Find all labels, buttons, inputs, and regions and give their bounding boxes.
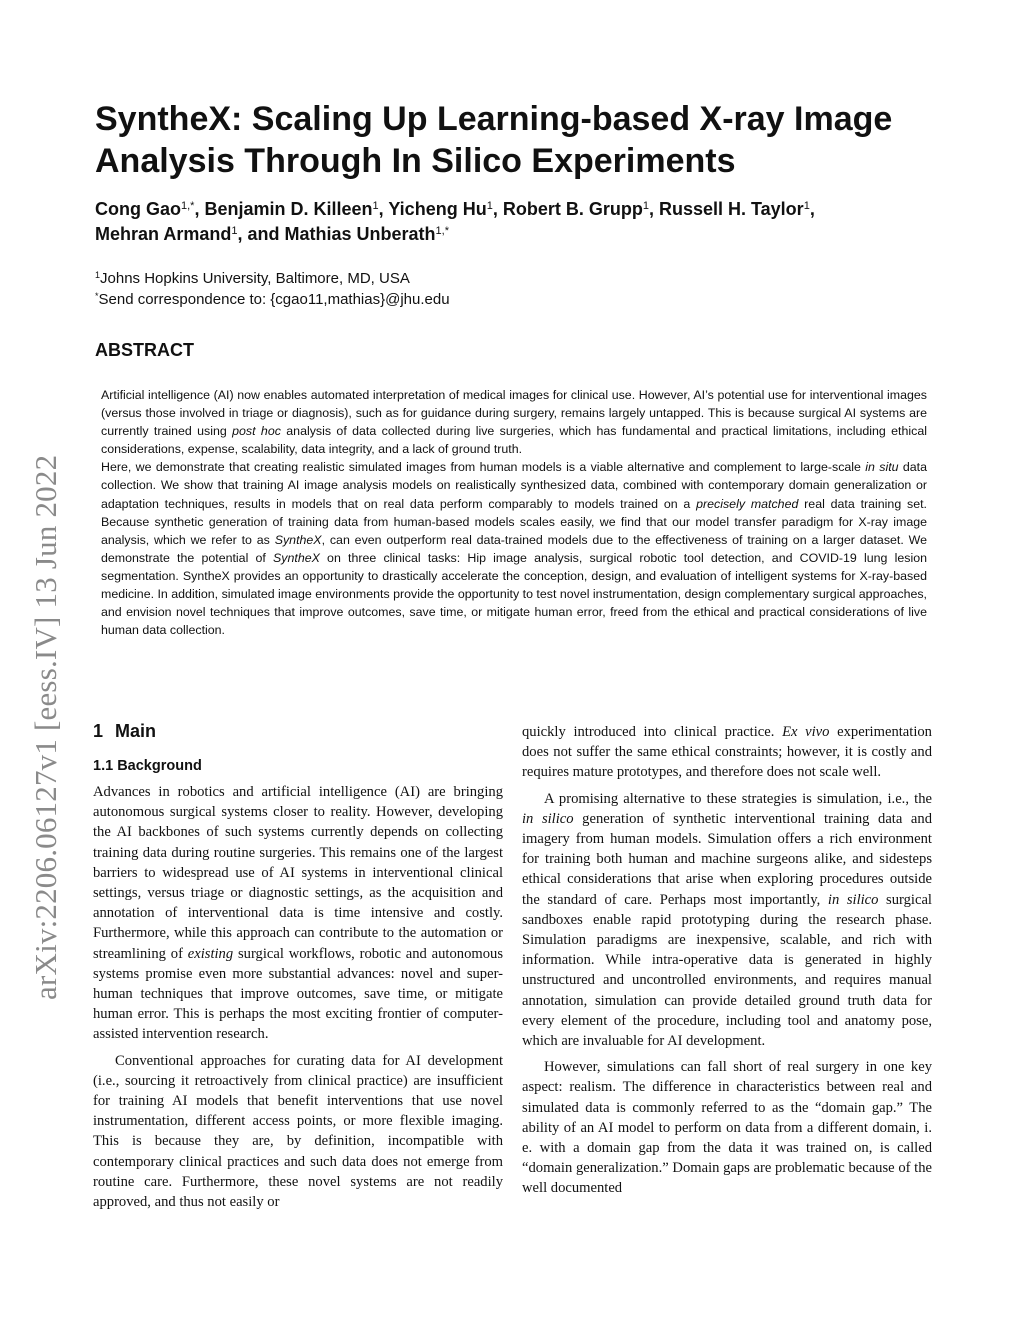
arxiv-identifier-stamp: arXiv:2206.06127v1 [eess.IV] 13 Jun 2022 [28, 454, 63, 1000]
abstract-heading: ABSTRACT [95, 340, 194, 360]
author: Mehran Armand$^1$, and [95, 224, 285, 244]
affiliations [95, 268, 955, 310]
abstract-paragraph: Artificial intelligence (AI) now enables automated interpretation of medical images for clinical use. However, AI’s potential use for interventional images (versus those involved in triage or diagnosis), such as for guidance during surgery, remains largely untapped. This is because surgical AI systems are currently trained using post hoc analysis of data collected during live surgeries, which has fundamental and practical limitations, including ethical considerations, expense, scalability, data integrity, and a lack of ground truth. [101, 388, 927, 457]
section-heading: 1 Main [93, 721, 157, 741]
title-line-2: Analysis Through In Silico Experiments [95, 142, 736, 180]
body-paragraph: Advances in robotics and artificial intelligence (AI) are bringing autonomous surgical systems closer to reality. However, developing the AI backbones of such systems currently depends on collecting training data during routine surgeries. This remains one of the largest barriers to widespread use of AI systems in interventional clinical settings, versus triage or diagnostic settings, as the acquisition and annotation of interventional data is time intensive and costly. Furthermore, while this approach can contribute to the automation or streamlining of existing surgical workflows, robotic and autonomous systems promise even more substantial advances: novel and super-human techniques that improve outcomes, save time, or mitigate human error. This is perhaps the most exciting frontier of computer-assisted intervention research. [93, 784, 503, 1043]
right-column [522, 722, 932, 1199]
author: Yicheng Hu$^1$, [388, 199, 503, 219]
author-list [95, 197, 955, 247]
left-column [93, 720, 503, 1212]
abstract-paragraph: Here, we demonstrate that creating realistic simulated images from human models is a viable alternative and complement to large-scale in situ data collection. We show that training AI image analysis models on realistically synthesized data, combined with contemporary domain generalization or adaptation techniques, results in models that on real data perform comparably to models trained on a precisely matched real data training set. Because synthetic generation of training data from human-based models scales easily, we find that our model transfer paradigm for X-ray image analysis, which we refer to as SyntheX, can even outperform real data-trained models due to the effectiveness of training on a larger dataset. We demonstrate the potential of SyntheX on three clinical tasks: Hip image analysis, surgical robotic tool detection, and COVID-19 lung lesion segmentation. SyntheX provides an opportunity to drastically accelerate the conception, design, and evaluation of intelligent systems for X-ray-based medicine. In addition, simulated image environments provide the opportunity to test novel instrumentation, design complementary surgical approaches, and envision novel techniques that improve outcomes, save time, or mitigate human error, freed from the ethical and practical considerations of live human data collection. [101, 460, 928, 638]
body-paragraph: Conventional approaches for curating data for AI development (i.e., sourcing it retroactively from clinical practice) are insufficient for training AI models that benefit interventions that use novel instrumentation, different access points, or more flexible imaging. This is because they are, by definition, incompatible with contemporary clinical practices and such data does not emerge from routine care. Furthermore, these novel systems are not readily approved, and thus not easily or [93, 1052, 503, 1211]
body-paragraph: A promising alternative to these strategies is simulation, i.e., the in silico generation of synthetic interventional training data and imagery from human models. Simulation offers a rich environment for training both human and machine surgeons alike, and sidesteps ethical considerations that arise when exploring procedures outside the standard of care. Perhaps most importantly, in silico surgical sandboxes enable rapid prototyping during the research phase. Simulation paradigms are inexpensive, scalable, and rich with information. While intra-operative data is generated in highly unstructured and uncontrolled environments, and requires manual annotation, simulation can provide detailed ground truth data for every element of the procedure, including tool and anatomy pose, which are invaluable for AI development. [522, 790, 933, 1050]
affiliation-line: $^1$Johns Hopkins University, Baltimore, MD, USA [95, 270, 410, 287]
author: Robert B. Grupp$^1$, [502, 199, 659, 219]
subsection-heading: 1.1 Background [93, 758, 202, 774]
body-paragraph: quickly introduced into clinical practice. Ex vivo experimentation does not suffer the same ethical constraints; however, it is costly and requires mature prototypes, and therefore does not scale well. [522, 724, 932, 781]
author: Cong Gao$^{1,*}$, [95, 199, 205, 219]
author: Benjamin D. Killeen$^1$, [204, 199, 389, 219]
title-line-1: SyntheX: Scaling Up Learning-based X-ray Image [95, 100, 893, 138]
body-paragraph: However, simulations can fall short of real surgery in one key aspect: realism. The difference in characteristics between real and simulated data is commonly referred to as the “domain gap.” The ability of an AI model to perform on data from a different domain, i. e. with a domain gap from the data it was trained on, is called “domain generalization.” Domain gaps are problematic because of the well documented [522, 1059, 932, 1197]
correspondence-line: *Send correspondence to: {cgao11,mathias}@jhu.edu [95, 291, 450, 308]
abstract-body [101, 386, 927, 639]
author: Russell H. Taylor$^1$, [658, 199, 815, 219]
author: Mathias Unberath$^{1,*}$ [284, 224, 449, 244]
paper-title [95, 98, 955, 182]
